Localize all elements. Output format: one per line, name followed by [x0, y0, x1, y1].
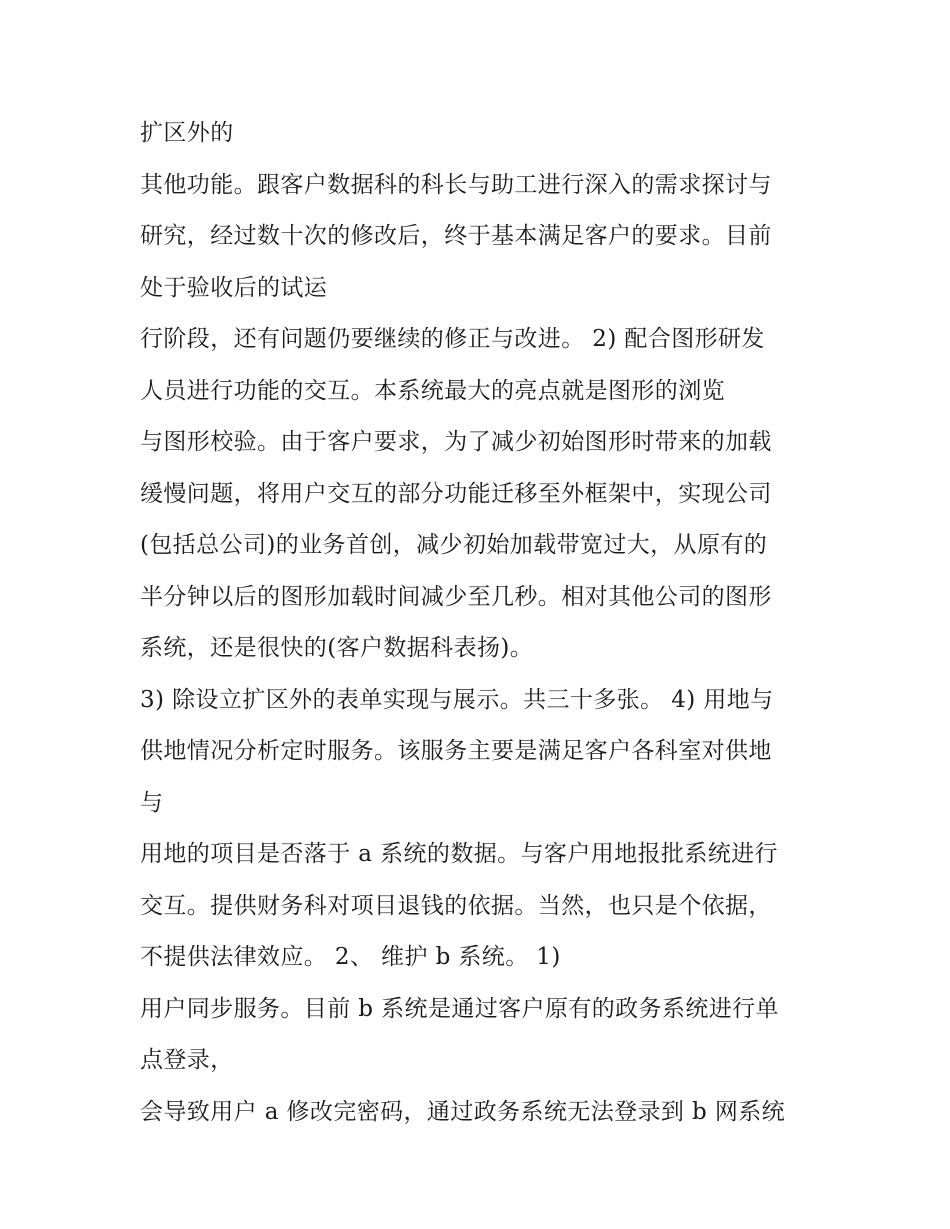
text-line: 点登录，	[140, 1047, 234, 1073]
text-line: 与	[140, 789, 164, 816]
text-line: 扩区外的	[140, 120, 234, 146]
text-line: 3) 除设立扩区外的表单实现与展示。共三十多张。 4) 用地与	[140, 686, 774, 713]
text-line: 会导致用户 a 修改完密码，通过政务系统无法登录到 b 网系统	[140, 1098, 786, 1125]
text-line: 与图形校验。由于客户要求，为了减少初始图形时带来的加载	[140, 429, 772, 455]
text-line: 研究，经过数十次的修改后，终于基本满足客户的要求。目前	[140, 223, 772, 249]
text-line: 不提供法律效应。 2、 维护 b 系统。 1)	[140, 944, 561, 970]
text-line: 交互。提供财务科对项目退钱的依据。当然，也只是个依据，	[140, 892, 772, 919]
text-line: 系统，还是很快的(客户数据科表扬)。	[140, 635, 534, 661]
text-line: 半分钟以后的图形加载时间减少至几秒。相对其他公司的图形	[140, 583, 772, 610]
text-line: 缓慢问题，将用户交互的部分功能迁移至外框架中，实现公司	[140, 480, 772, 507]
text-line: 其他功能。跟客户数据科的科长与助工进行深入的需求探讨与	[140, 171, 772, 198]
text-line: 供地情况分析定时服务。该服务主要是满足客户各科室对供地	[140, 738, 772, 764]
text-line: 处于验收后的试运	[140, 274, 328, 301]
text-line: 行阶段，还有问题仍要继续的修正与改进。 2) 配合图形研发	[140, 326, 765, 352]
text-line: 用地的项目是否落于 a 系统的数据。与客户用地报批系统进行	[140, 841, 778, 867]
text-line: 用户同步服务。目前 b 系统是通过客户原有的政务系统进行单	[140, 995, 779, 1022]
text-line: (包括总公司)的业务首创，减少初始加载带宽过大，从原有的	[140, 532, 768, 558]
document-body	[140, 108, 820, 1138]
text-line: 人员进行功能的交互。本系统最大的亮点就是图形的浏览	[140, 377, 725, 404]
